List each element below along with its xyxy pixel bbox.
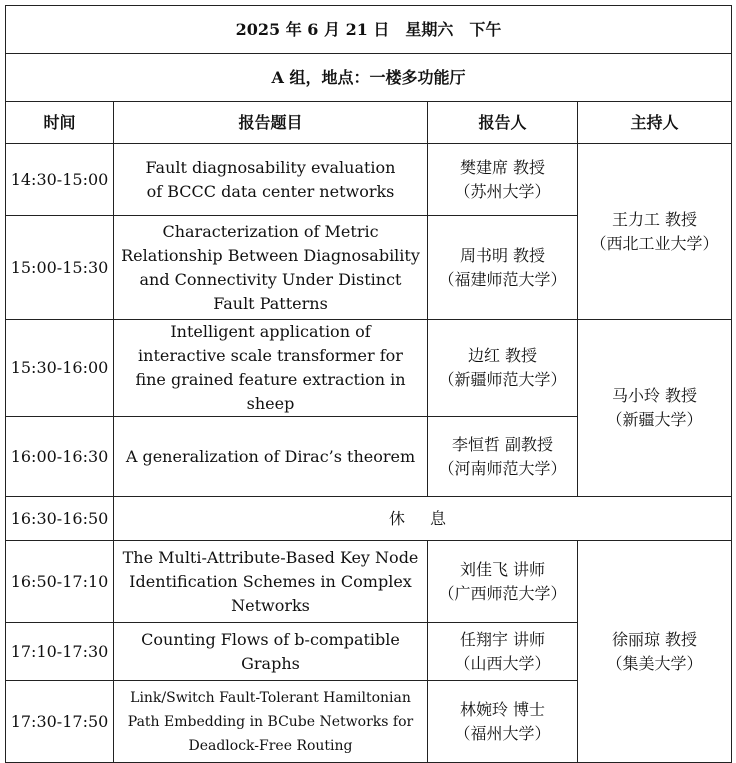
session-speaker	[428, 681, 578, 763]
col-header-host: 主持人	[578, 102, 732, 144]
session-speaker	[428, 320, 578, 417]
speaker-affiliation: （山西大学）	[454, 653, 551, 673]
session-row	[6, 541, 732, 623]
speaker-name: 刘佳飞 讲师	[459, 559, 546, 579]
group-location-header: A 组，地点：一楼多功能厅	[6, 54, 732, 102]
speaker-name: 林婉玲 博士	[459, 699, 546, 719]
session-title: Link/Switch Fault-Tolerant Hamiltonian Path Embedding in BCube Networks for Deadlock-Free Routing	[114, 681, 428, 763]
speaker-name: 周书明 教授	[459, 245, 546, 265]
speaker-name: 边红 教授	[467, 346, 538, 365]
host-affiliation: （西北工业大学）	[590, 233, 719, 253]
session-speaker	[428, 144, 578, 216]
session-time: 16:50-17:10	[6, 541, 114, 623]
session-row	[6, 144, 732, 216]
session-speaker	[428, 541, 578, 623]
host-name: 马小玲 教授	[611, 386, 698, 405]
session-time: 16:00-16:30	[6, 417, 114, 497]
session-time: 15:30-16:00	[6, 320, 114, 417]
session-time: 17:30-17:50	[6, 681, 114, 763]
speaker-name: 樊建席 教授	[459, 157, 546, 177]
session-host	[578, 320, 732, 497]
schedule-table	[5, 5, 732, 763]
speaker-affiliation: （福建师范大学）	[438, 269, 567, 289]
break-row	[6, 497, 732, 541]
session-title: The Multi-Attribute-Based Key Node Identification Schemes in Complex Networks	[114, 541, 428, 623]
date-header: 2025 年 6 月 21 日 星期六 下午	[6, 6, 732, 54]
session-speaker	[428, 216, 578, 320]
session-title: A generalization of Dirac’s theorem	[114, 417, 428, 497]
session-row	[6, 320, 732, 417]
session-speaker	[428, 623, 578, 681]
speaker-affiliation: （新疆师范大学）	[438, 370, 567, 389]
speaker-name: 任翔宇 讲师	[459, 629, 546, 649]
session-host	[578, 541, 732, 763]
speaker-affiliation: （福州大学）	[454, 723, 551, 743]
session-title: Characterization of Metric Relationship Between Diagnosability and Connectivity Under Distinct Fault Patterns	[114, 216, 428, 320]
column-header-row	[6, 102, 732, 144]
session-host	[578, 144, 732, 320]
session-speaker	[428, 417, 578, 497]
host-affiliation: （集美大学）	[606, 653, 703, 673]
speaker-affiliation: （苏州大学）	[454, 181, 551, 201]
col-header-time: 时间	[6, 102, 114, 144]
break-time: 16:30-16:50	[6, 497, 114, 541]
speaker-affiliation: （河南师范大学）	[438, 458, 567, 478]
break-label: 休 息	[114, 497, 732, 541]
host-affiliation: （新疆大学）	[606, 410, 703, 429]
session-title: Fault diagnosability evaluation of BCCC data center networks	[114, 144, 428, 216]
session-time: 14:30-15:00	[6, 144, 114, 216]
host-name: 王力工 教授	[611, 209, 698, 229]
session-title: Intelligent application of interactive scale transformer for fine grained feature extraction in sheep	[114, 320, 428, 417]
col-header-speaker: 报告人	[428, 102, 578, 144]
speaker-name: 李恒哲 副教授	[451, 434, 554, 454]
col-header-title: 报告题目	[114, 102, 428, 144]
session-title: Counting Flows of b-compatible Graphs	[114, 623, 428, 681]
host-name: 徐丽琼 教授	[611, 629, 698, 649]
session-time: 17:10-17:30	[6, 623, 114, 681]
session-time: 15:00-15:30	[6, 216, 114, 320]
speaker-affiliation: （广西师范大学）	[438, 583, 567, 603]
